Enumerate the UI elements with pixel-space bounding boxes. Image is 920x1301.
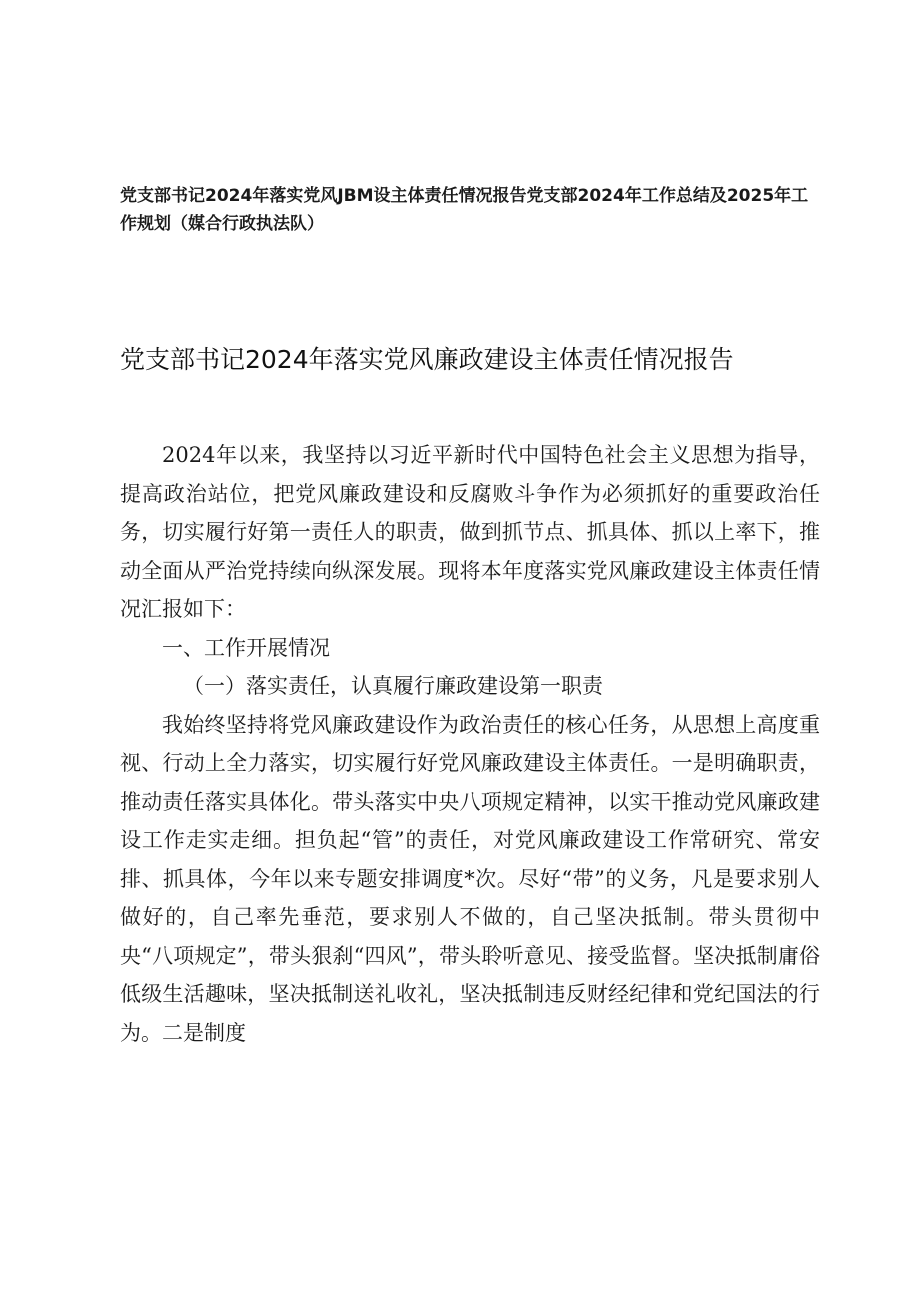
subsection-heading-responsibility: （一）落实责任，认真履行廉政建设第一职责 [183,674,603,698]
report-title: 党支部书记2024年落实党风廉政建设主体责任情况报告 [120,345,734,374]
document-header-title: 党支部书记2024年落实党风JBM设主体责任情况报告党支部2024年工作总结及2025年工作规划（媒合行政执法队） [120,186,809,234]
body-paragraph: 我始终坚持将党风廉政建设作为政治责任的核心任务，从思想上高度重视、行动上全力落实，切实履行好党风廉政建设主体责任。一是明确职责，推动责任落实具体化。带头落实中央八项规定精神，以实干推动党风廉政建设工作走实走细。担负起“管”的责任，对党风廉政建设工作常研究、常安排、抓具体，今年以来专题安排调度*次。尽好“带”的义务，凡是要求别人做好的，自己率先垂范，要求别人不做的，自己坚决抵制。带头贯彻中央“八项规定”，带头狠刹“四风”，带头聆听意见、接受监督。坚决抵制庸俗低级生活趣味，坚决抵制送礼收礼，坚决抵制违反财经纪律和党纪国法的行为。二是制度 [120,712,820,1045]
intro-paragraph: 2024年以来，我坚持以习近平新时代中国特色社会主义思想为指导，提高政治站位，把党风廉政建设和反腐败斗争作为必须抓好的重要政治任务，切实履行好第一责任人的职责，做到抓节点、抓具体、抓以上率下，推动全面从严治党持续向纵深发展。现将本年度落实党风廉政建设主体责任情况汇报如下： [120,443,820,621]
section-heading-work-progress: 一、工作开展情况 [162,635,330,660]
report-body [120,436,820,1052]
